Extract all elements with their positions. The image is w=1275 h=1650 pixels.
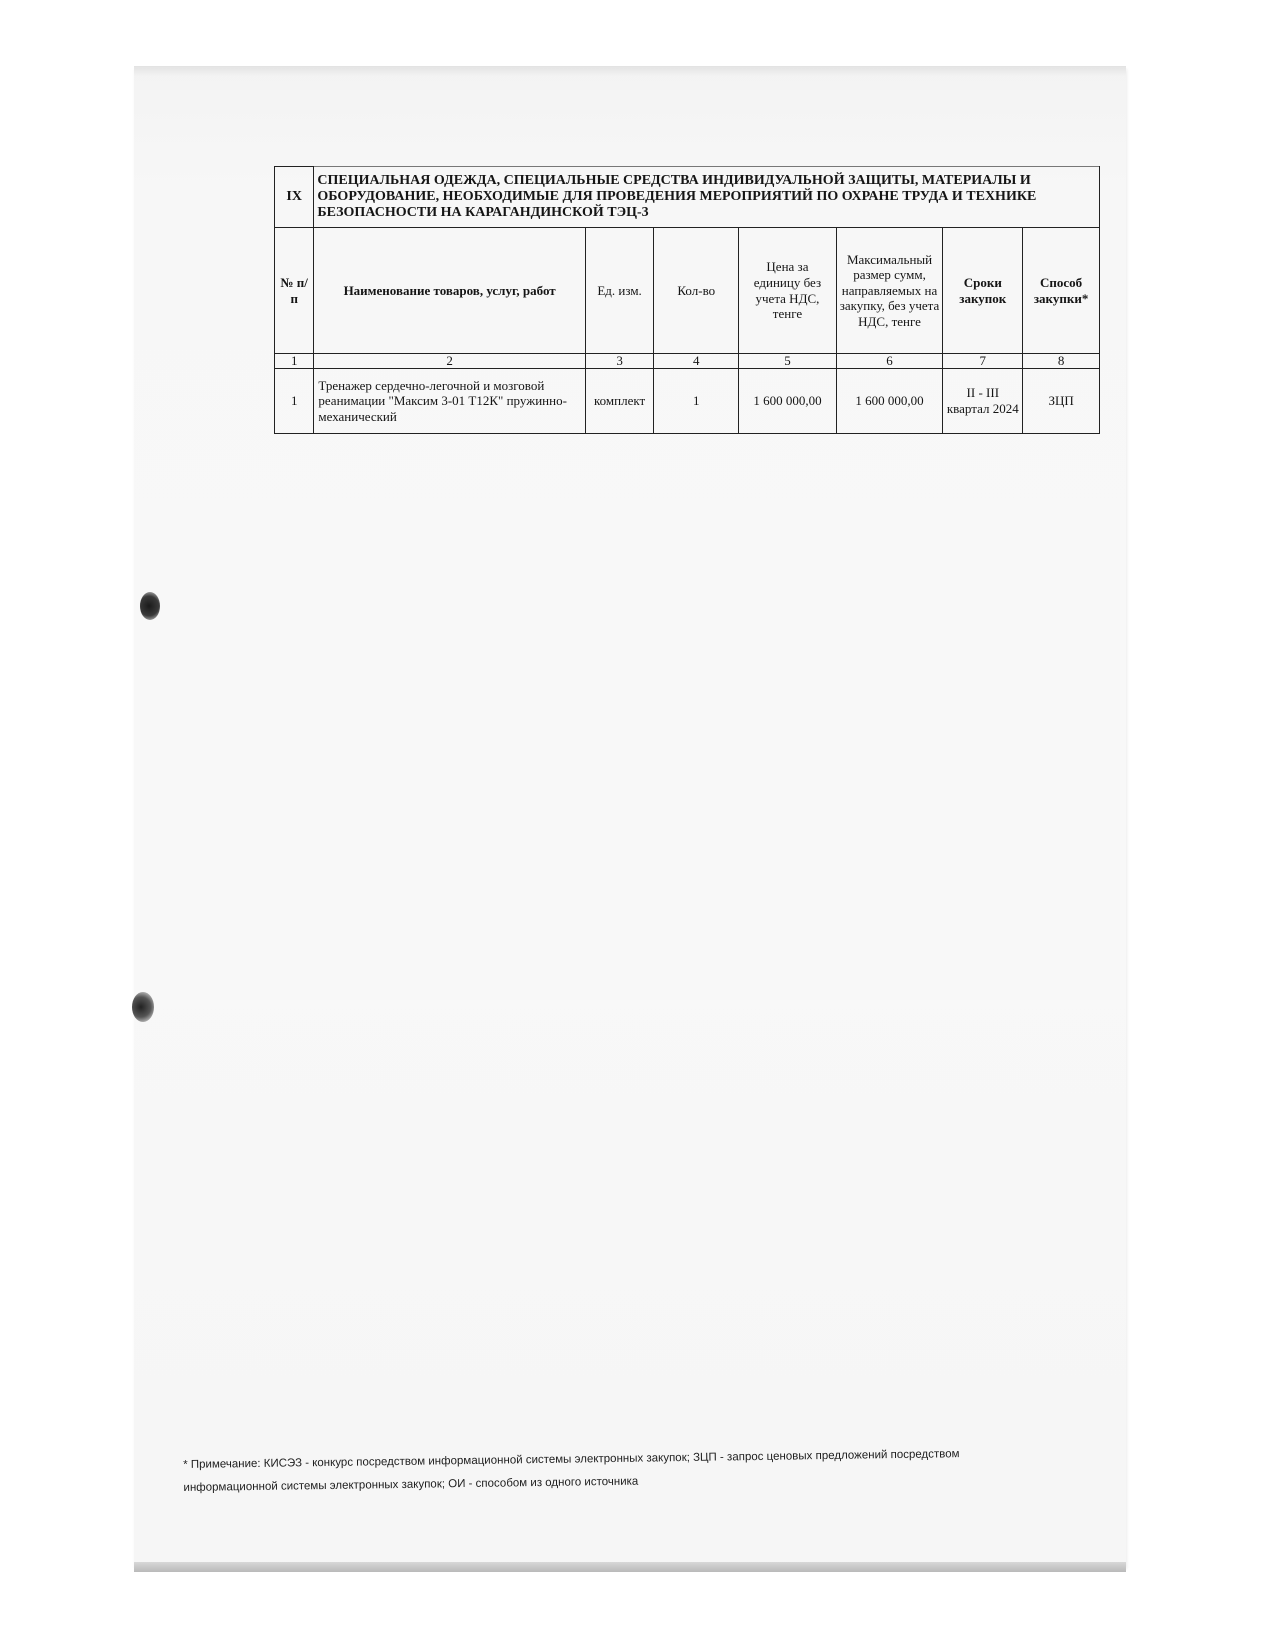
col-header-method: Способ закупки* xyxy=(1023,228,1100,354)
col-header-num: № п/п xyxy=(275,228,314,354)
footnote-line-2: информационной системы электронных закупок; ОИ - способом из одного источника xyxy=(183,1475,639,1494)
column-index: 5 xyxy=(739,354,836,369)
section-row xyxy=(275,167,1100,228)
sheet-bottom-edge xyxy=(134,1562,1126,1572)
column-index: 7 xyxy=(943,354,1023,369)
row-method: ЗЦП xyxy=(1023,369,1100,434)
row-max-sum: 1 600 000,00 xyxy=(836,369,943,434)
column-index: 3 xyxy=(585,354,653,369)
section-title: СПЕЦИАЛЬНАЯ ОДЕЖДА, СПЕЦИАЛЬНЫЕ СРЕДСТВА ИНДИВИДУАЛЬНОЙ ЗАЩИТЫ, МАТЕРИАЛЫ И ОБОРУДОВАНИЕ, НЕОБХОДИМЫЕ ДЛЯ ПРОВЕДЕНИЯ МЕРОПРИЯТИЙ ПО ОХРАНЕ ТРУДА И ТЕХНИКЕ БЕЗОПАСНОСТИ НА КАРАГАНДИНСКОЙ ТЭЦ-3 xyxy=(314,167,1100,228)
col-header-max-sum: Максимальный размер сумм, направляемых на закупку, без учета НДС, тенге xyxy=(836,228,943,354)
row-price: 1 600 000,00 xyxy=(739,369,836,434)
footnote-line-1: * Примечание: КИСЭЗ - конкурс посредством информационной системы электронных закупок; ЗЦП - запрос ценовых предложений посредством xyxy=(183,1448,960,1471)
row-num: 1 xyxy=(275,369,314,434)
punch-hole-lower xyxy=(132,992,154,1022)
col-header-qty: Кол-во xyxy=(654,228,739,354)
col-header-name: Наименование товаров, услуг, работ xyxy=(314,228,586,354)
punch-hole-upper xyxy=(140,592,160,620)
col-header-price: Цена за единицу без учета НДС, тенге xyxy=(739,228,836,354)
sheet-top-edge xyxy=(134,66,1126,76)
column-index: 1 xyxy=(275,354,314,369)
row-terms: II - III квартал 2024 xyxy=(943,369,1023,434)
column-index: 6 xyxy=(836,354,943,369)
col-header-unit: Ед. изм. xyxy=(585,228,653,354)
procurement-table xyxy=(274,166,1100,434)
column-index: 8 xyxy=(1023,354,1100,369)
section-number: IX xyxy=(275,167,314,228)
column-index: 2 xyxy=(314,354,586,369)
row-item-name: Тренажер сердечно-легочной и мозговой реанимации "Максим 3-01 Т12К" пружинно-механический xyxy=(314,369,586,434)
col-header-terms: Сроки закупок xyxy=(943,228,1023,354)
table-row xyxy=(275,369,1100,434)
header-row xyxy=(275,228,1100,354)
column-index: 4 xyxy=(654,354,739,369)
column-index-row xyxy=(275,354,1100,369)
row-unit: комплект xyxy=(585,369,653,434)
row-qty: 1 xyxy=(654,369,739,434)
